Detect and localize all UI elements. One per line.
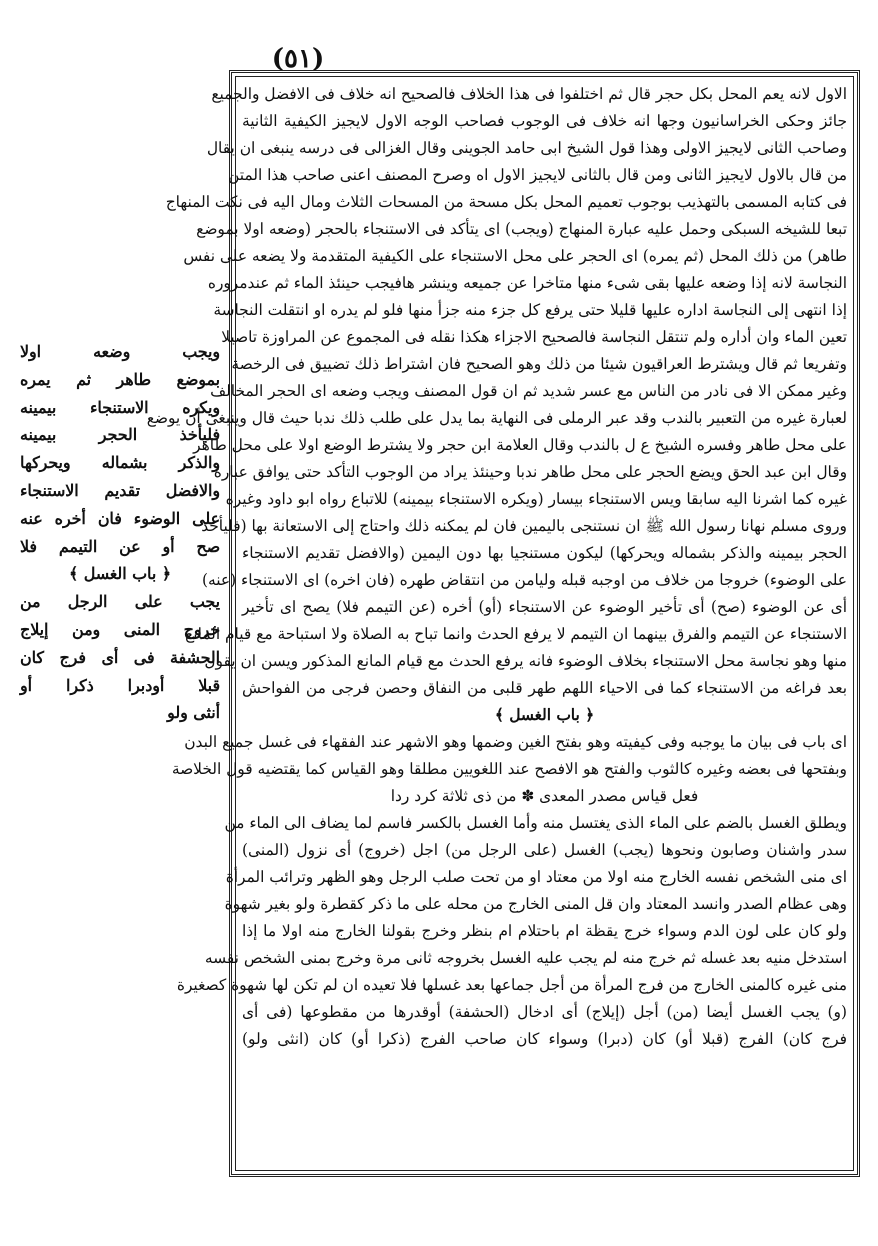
main-line: من قال بالاول لايجيز الثانى ومن قال بالثانى لايجيز الاول اه وصرح المصنف اعنى صاحب هذا المتن bbox=[228, 166, 847, 184]
chapter-line: ولو كان على لون الدم وسواء خرج يقظة ام باحتلام ام بنظر وخرج بقولنا الخارج منه اولا ما إذا bbox=[242, 922, 847, 940]
chapter-line: استدخل منيه بعد غسله ثم خرج منه لم يجب عليه الغسل بخروجه ثانى مرة وخرج بمنى الشخص نفسه bbox=[204, 949, 847, 967]
main-line: على محل طاهر وفسره الشيخ ع ل بالندب وقال العلامة ابن حجر ولا يشترط الوضع اولا على محل طاهر bbox=[193, 436, 847, 454]
main-line: لعبارة غيره من التعبير بالندب وقد عبر الرملى فى النهاية بما يدل على طلب ذلك ندبا حيث قال وينبغى أن يوضع bbox=[146, 409, 847, 427]
margin-line: خروج المنى ومن إيلاج bbox=[20, 619, 220, 639]
main-line: الاستنجاء عن التيمم والفرق بينهما ان التيمم لا يرفع الحدث وانما تباح به الصلاة ولا استباحة مع قيام المانع bbox=[185, 625, 847, 643]
margin-line: الحشفة فى أى فرج كان bbox=[20, 647, 220, 667]
main-line: طاهر) من ذلك المحل (ثم يمره) اى الحجر على محل الاستنجاء على الكيفية المتقدمة ولا يضعه على نفس bbox=[183, 247, 847, 265]
margin-line: ويكره الاستنجاء بيمينه bbox=[20, 397, 220, 417]
chapter-heading: ﴿ باب الغسل ﴾ bbox=[494, 706, 595, 724]
main-line: بعد فراغه من الاستنجاء كما فى الاحياء اللهم طهر قلبى من النفاق وحصن فرجى من الفواحش bbox=[242, 679, 847, 697]
margin-line: على الوضوء فان أخره عنه bbox=[20, 508, 220, 528]
main-line: الاول لانه يعم المحل بكل حجر قال ثم اختلفوا فى هذا الخلاف فالصحيح انه خلاف فى الافضل والجميع bbox=[211, 85, 847, 103]
chapter-line: اى منى الشخص نفسه الخارج منه اولا من معتاد او من تحت صلب الرجل وهو الظهر وترائب المرأة bbox=[225, 868, 847, 886]
main-line: على الوضوء) خروجا من خلاف من اوجبه قبله وليامن من انتقاض طهره (فان اخره) اى الاستنجاء (عنه) bbox=[201, 571, 847, 589]
chapter-line: اى باب فى بيان ما يوجبه وفى كيفيته وهو بفتح الغين وضمها وهو الاشهر عند الفقهاء فى غسل جميع البدن bbox=[184, 733, 847, 751]
chapter-line: منى غيره كالمنى الخارج من فرج المرأة من أجل جماعها بعد غسلها فلا تعيده ان لم تكن لها شهوة كصغيرة bbox=[176, 976, 847, 994]
main-line: غيره كما اشرنا اليه سابقا ويس الاستنجاء بيسار (ويكره الاستنجاء بيمينه) للاتباع رواه ابو داود وغيره bbox=[225, 490, 847, 508]
chapter-line: ويطلق الغسل بالضم على الماء الذى يغتسل منه وأما الغسل بالكسر فاسم لما يضاف الى الماء من bbox=[224, 814, 847, 832]
margin-line: ويجب وضعه اولا bbox=[20, 342, 220, 361]
main-line: إذا انتهى إلى النجاسة اداره عليها قليلا حتى يرفع كل جزء منه جزأ منها فلو لم يدره او انتقلت النجاسة bbox=[213, 301, 847, 319]
page-number: (٥١) bbox=[271, 44, 325, 74]
main-line: أى عن الوضوء (صح) أى تأخير الوضوء عن الاستنجاء (أو) أخره (عن التيمم فلا) يصح اى تأخير bbox=[242, 598, 847, 616]
chapter-line: (و) يجب الغسل أيضا (من) أجل (إيلاج) أى ادخال (الحشفة) أوقدرها من مقطوعها (فى أى bbox=[242, 1003, 847, 1021]
verse-line: فعل قياس مصدر المعدى ✽ من ذى ثلاثة كرد ردا bbox=[390, 787, 699, 805]
main-line: جائز وحكى الخراسانيون وجها انه خلاف فى الوجوب فصاحب الوجه الاول لايجيز الكيفية الثانية bbox=[242, 112, 847, 130]
chapter-line: فرج كان) الفرج (قبلا أو) كان (دبرا) وسواء كان صاحب الفرج (ذكرا أو) كان (انثى ولو) bbox=[242, 1030, 847, 1048]
main-line: تعين الماء وان أداره ولم تنتقل النجاسة فالصحيح الاجزاء هكذا نقله فى المجموع عن المراوزة تاصيلا bbox=[221, 328, 847, 346]
margin-line: صح أو عن التيمم فلا bbox=[20, 536, 220, 556]
margin-heading: ﴿ باب الغسل ﴾ bbox=[69, 564, 171, 584]
main-line: وصاحب الثانى لايجيز الاولى وهذا قول الشيخ ابى حامد الجوينى وقال الغزالى فى درسه ينبغى ان يقال bbox=[206, 139, 847, 157]
main-line: النجاسة لانه إذا وضعه عليها بقى شىء منها متاخرا عن جميعه وينشر هافيجب حينئذ الماء ثم عندمروره bbox=[207, 274, 847, 292]
margin-line: أنثى ولو bbox=[167, 703, 220, 723]
main-line: وروى مسلم نهانا رسول الله ﷺ ان نستنجى باليمين فان لم يمكنه ذلك واحتاج إلى الاستعانة بها (فليأخذ bbox=[201, 517, 847, 535]
margin-line: فليأخذ الحجر بيمينه bbox=[20, 425, 220, 445]
margin-matn-text bbox=[20, 338, 220, 727]
margin-line: قبلا أودبرا ذكرا أو bbox=[20, 675, 220, 695]
main-line: وقال ابن عبد الحق ويضع الحجر على محل طاهر ندبا وحينئذ يراد من الوجوب التأكد حتى يوافق عبارة bbox=[213, 463, 847, 481]
chapter-line: وبفتحها فى بعضه وغيره كالثوب والفتح هو الافصح عند اللغويين مطلقا وهو القياس كما يقتضيه قول الخلاصة bbox=[171, 760, 847, 778]
margin-line: والافضل تقديم الاستنجاء bbox=[20, 480, 220, 500]
margin-line: بموضع طاهر ثم يمره bbox=[20, 369, 220, 389]
margin-line: يجب على الرجل من bbox=[20, 592, 220, 612]
chapter-line: سدر واشنان وصابون ونحوها (يجب) الغسل (على الرجل من) اجل (خروج) أى نزول (المنى) bbox=[242, 841, 847, 859]
main-line: وغير ممكن الا فى نادر من الناس مع عسر شديد ثم ان قول المصنف ويجب وضعه اى الحجر المخالف bbox=[210, 382, 847, 400]
main-line: الحجر بيمينه والذكر بشماله ويحركها) ليكون مستنجيا بها دون اليمين (والافضل تقديم الاستنجاء bbox=[242, 544, 847, 562]
main-line: فى كتابه المسمى بالتهذيب بوجوب تعميم المحل بكل مسحة من المسحات الثلاث ومال اليه فى نكت المنهاج bbox=[165, 193, 847, 211]
chapter-line: وهى عظام الصدر وانسد المعتاد وان قل المنى الخارج من محله على ما ذكر كقطرة ولو بغير شهوة bbox=[224, 895, 847, 913]
margin-line: والذكر بشماله ويحركها bbox=[20, 453, 220, 473]
main-line: منها وهو نجاسة محل الاستنجاء بخلاف الوضوء فانه يرفع الحدث مع قيام المانع المذكور ويسن ان يقول bbox=[204, 652, 847, 670]
main-line: تبعا للشيخه السبكى وحمل عليه عبارة المنهاج (ويجب) اى يتأكد فى الاستنجاء بالحجر (وضعه اولا بموضع bbox=[196, 220, 847, 238]
main-line: وتفريعا ثم قال ويشترط العراقيون شيئا من ذلك وهو الصحيح فان اشتراط ذلك تضييق فى الرخصة bbox=[231, 355, 847, 373]
